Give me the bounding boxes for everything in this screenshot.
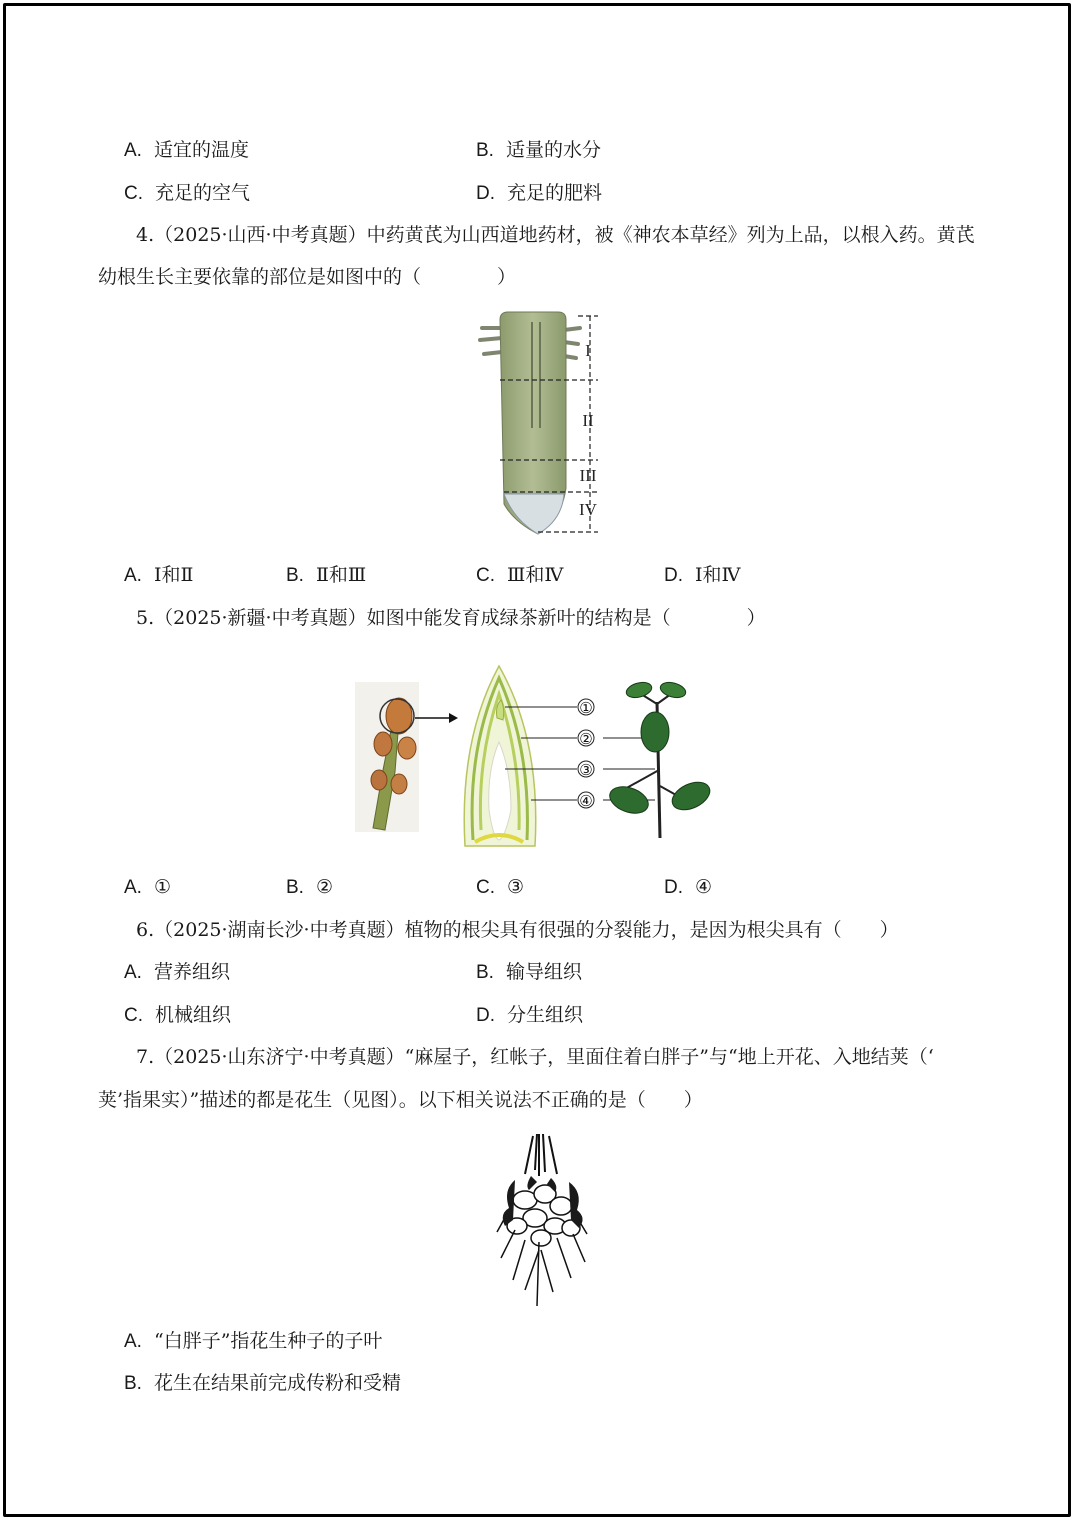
label-4: ④	[579, 792, 593, 810]
q5-option-c[interactable]: C. ③	[476, 876, 525, 898]
q3-option-d[interactable]: D. 充足的肥料	[476, 182, 603, 204]
q7-stem-line2: 荚’指果实）”描述的都是花生（见图）。以下相关说法不正确的是（ ）	[98, 1089, 703, 1111]
peanut-plant-figure	[495, 1130, 590, 1308]
q7-option-b[interactable]: B. 花生在结果前完成传粉和受精	[124, 1372, 402, 1394]
q5-option-b[interactable]: B. ②	[286, 876, 334, 898]
pods	[507, 1185, 580, 1246]
bud-section	[464, 666, 536, 846]
bud-figure	[355, 660, 720, 852]
label-1: ①	[579, 699, 593, 717]
q4-option-d[interactable]: D. Ⅰ和Ⅳ	[664, 564, 741, 586]
q7-stem-line1: 7.（2025·山东济宁·中考真题）“麻屋子，红帐子，里面住着白胖子”与“地上开花、入地结荚（‘	[136, 1046, 934, 1068]
label-2: ②	[579, 730, 593, 748]
q3-option-a[interactable]: A. 适宜的温度	[124, 139, 250, 161]
q4-stem-line1: 4.（2025·山西·中考真题）中药黄芪为山西道地药材，被《神农本草经》列为上品，以根入药。黄芪	[136, 224, 975, 246]
q4-stem-line2: 幼根生长主要依靠的部位是如图中的（ ）	[98, 266, 517, 288]
zone-label-i: I	[585, 341, 591, 360]
q6-option-d[interactable]: D. 分生组织	[476, 1004, 584, 1026]
q5-option-d[interactable]: D. ④	[664, 876, 713, 898]
q5-option-a[interactable]: A. ①	[124, 876, 172, 898]
arrow-icon	[415, 713, 458, 723]
circled-labels	[578, 699, 594, 810]
zone-label-iv: IV	[579, 500, 597, 519]
tea-plant-drawing	[606, 680, 714, 838]
q6-option-b[interactable]: B. 输导组织	[476, 961, 583, 983]
q3-option-b[interactable]: B. 适量的水分	[476, 139, 602, 161]
q3-option-c[interactable]: C. 充足的空气	[124, 182, 251, 204]
q6-stem: 6.（2025·湖南长沙·中考真题）植物的根尖具有很强的分裂能力，是因为根尖具有（ ）	[136, 919, 899, 941]
q6-option-c[interactable]: C. 机械组织	[124, 1004, 232, 1026]
stems	[525, 1134, 557, 1176]
zone-label-ii: II	[582, 411, 594, 430]
q6-option-a[interactable]: A. 营养组织	[124, 961, 231, 983]
q4-option-b[interactable]: B. Ⅱ和Ⅲ	[286, 564, 367, 586]
q5-stem: 5.（2025·新疆·中考真题）如图中能发育成绿茶新叶的结构是（ ）	[136, 607, 766, 629]
twig-photo	[355, 682, 419, 832]
zone-label-iii: III	[579, 466, 597, 485]
label-3: ③	[579, 761, 593, 779]
q7-option-a[interactable]: A. “白胖子”指花生种子的子叶	[124, 1330, 383, 1352]
q4-option-c[interactable]: C. Ⅲ和Ⅳ	[476, 564, 564, 586]
root-tip-figure	[470, 308, 610, 540]
q4-option-a[interactable]: A. Ⅰ和Ⅱ	[124, 564, 194, 586]
